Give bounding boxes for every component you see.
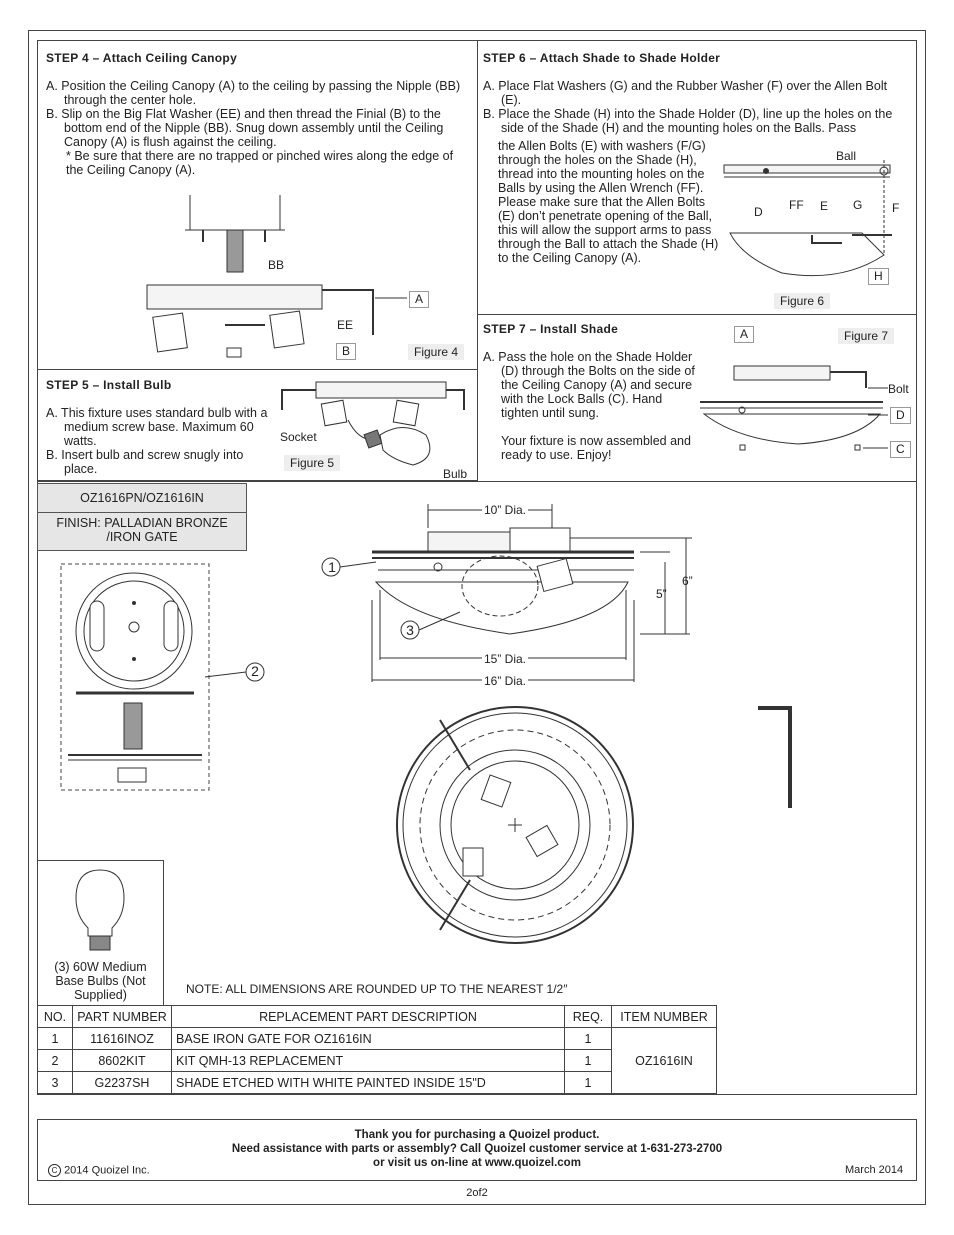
step4-instructions — [46, 79, 466, 177]
step5-title: STEP 5 – Install Bulb — [46, 378, 172, 392]
step6-title: STEP 6 – Attach Shade to Shade Holder — [483, 51, 721, 65]
dim-10-dia: 10” Dia. — [484, 503, 527, 517]
bulb-icon — [70, 866, 130, 956]
step6-label-ff: FF — [789, 198, 804, 212]
footer-line2: Need assistance with parts or assembly? Call Quoizel customer service at 1-631-273-2700 — [231, 1143, 723, 1155]
figure7-label: Figure 7 — [838, 328, 894, 344]
footer-line3: or visit us on-line at www.quoizel.com — [373, 1157, 581, 1169]
bulb-note: (3) 60W Medium Base Bulbs (Not Supplied) — [54, 960, 147, 1002]
figure5-label: Figure 5 — [284, 455, 340, 471]
step6-text-b1: B. Place the Shade (H) into the Shade Holder (D), line up the holes on the side of the Shade (H) and the mounting holes on the Balls. Pass — [483, 107, 893, 135]
row-req: 1 — [565, 1072, 612, 1094]
row-req: 1 — [565, 1028, 612, 1050]
copyright — [48, 1164, 150, 1177]
finish-box: FINISH: PALLADIAN BRONZE /IRON GATE — [37, 512, 247, 551]
page-number: 2of2 — [466, 1187, 488, 1199]
step7-instructions — [483, 350, 697, 462]
dim-16-dia: 16” Dia. — [484, 674, 527, 688]
row-no: 1 — [38, 1028, 73, 1050]
dim-6-height: 6” — [682, 574, 693, 588]
step4-title: STEP 4 – Attach Ceiling Canopy — [46, 51, 238, 65]
row-description: KIT QMH-13 REPLACEMENT — [172, 1050, 565, 1072]
table-header-row — [38, 1006, 717, 1028]
row-part-number: 11616INOZ — [73, 1028, 172, 1050]
step6-instructions-top — [483, 79, 907, 135]
dimension-note: NOTE: ALL DIMENSIONS ARE ROUNDED UP TO THE NEAREST 1/2″ — [186, 982, 568, 996]
header-req: REQ. — [565, 1006, 612, 1028]
callout-1: 1 — [328, 559, 336, 575]
step7-label-c: C — [890, 441, 911, 458]
step7-label-bolt: Bolt — [888, 382, 909, 396]
step5-text-b: B. Insert bulb and screw snugly into place. — [46, 448, 244, 476]
allen-wrench-drawing — [756, 704, 796, 810]
header-description: REPLACEMENT PART DESCRIPTION — [172, 1006, 565, 1028]
step6-label-ball: Ball — [836, 149, 857, 163]
figure6-label: Figure 6 — [774, 293, 830, 309]
step6-label-d: D — [754, 205, 763, 219]
row-description: SHADE ETCHED WITH WHITE PAINTED INSIDE 15"D — [172, 1072, 565, 1094]
row-description: BASE IRON GATE FOR OZ1616IN — [172, 1028, 565, 1050]
table-row — [38, 1028, 717, 1050]
step4-note: * Be sure that there are no trapped or pinched wires along the edge of the Ceiling Canopy (A). — [66, 149, 454, 177]
row-no: 2 — [38, 1050, 73, 1072]
step4-label-ee: EE — [337, 318, 354, 332]
step7-label-a: A — [734, 326, 754, 343]
step5-text-a: A. This fixture uses standard bulb with a medium screw base. Maximum 60 watts. — [46, 406, 268, 448]
header-no: NO. — [38, 1006, 73, 1028]
step6-label-g: G — [853, 198, 863, 212]
header-part-number: PART NUMBER — [73, 1006, 172, 1028]
dim-15-dia: 15” Dia. — [484, 652, 527, 666]
row-no: 3 — [38, 1072, 73, 1094]
header-item-number: ITEM NUMBER — [612, 1006, 717, 1028]
row-part-number: 8602KIT — [73, 1050, 172, 1072]
step4-label-a: A — [409, 291, 429, 308]
step5-label-socket: Socket — [280, 430, 317, 444]
step6-text-b2: the Allen Bolts (E) with washers (F/G) through the holes on the Shade (H), thread into the mounting holes on the Balls by using the Allen Wrench (FF). Please make sure that the Allen Bolts (E) don’t penetrate opening of the Ball, this will allow the support arms to pass through the Ball to attach the Shade (H) to the Ceiling Canopy (A). — [498, 139, 719, 265]
figure7-install-drawing — [698, 360, 888, 460]
step4-text-b: B. Slip on the Big Flat Washer (EE) and then thread the Finial (B) to the bottom end of the Nipple (BB). Snug down assembly until the Ceiling Canopy (A) is flush against the ceiling. — [46, 107, 444, 149]
row-req: 1 — [565, 1050, 612, 1072]
step6-label-f: F — [892, 201, 900, 215]
step4-label-b: B — [336, 343, 356, 360]
step4-label-bb: BB — [268, 258, 285, 272]
callout-2: 2 — [251, 663, 259, 679]
model-number-box: OZ1616PN/OZ1616IN — [37, 483, 247, 513]
step6-text-a: A. Place Flat Washers (G) and the Rubber Washer (F) over the Allen Bolt (E). — [483, 79, 888, 107]
step5-label-bulb: Bulb — [443, 467, 468, 481]
step7-text-a: A. Pass the hole on the Shade Holder (D) through the Bolts on the side of the Ceiling Canopy (A) and secure with the Lock Balls (C). Hand tighten until sung. — [483, 350, 695, 420]
parts-table — [37, 1005, 717, 1094]
step6-label-h: H — [868, 268, 889, 285]
step6-label-e: E — [820, 199, 829, 213]
step4-text-a: A. Position the Ceiling Canopy (A) to the ceiling by passing the Nipple (BB) through the center hole. — [46, 79, 461, 107]
step7-text-done: Your fixture is now assembled and ready to use. Enjoy! — [501, 434, 691, 462]
step7-label-d: D — [890, 407, 911, 424]
part2-mounting-hardware — [60, 563, 210, 791]
fixture-plan-drawing — [380, 700, 650, 955]
row-part-number: G2237SH — [73, 1072, 172, 1094]
footer-message — [37, 1128, 917, 1170]
item-number-cell: OZ1616IN — [612, 1028, 717, 1094]
footer-date: March 2014 — [845, 1164, 904, 1176]
dim-5-height: 5” — [656, 587, 667, 601]
callout-3: 3 — [406, 622, 414, 638]
figure4-label: Figure 4 — [408, 344, 464, 360]
footer-line1: Thank you for purchasing a Quoizel product. — [354, 1129, 600, 1141]
copyright-text: 2014 Quoizel Inc. — [64, 1164, 150, 1177]
step5-instructions — [46, 406, 268, 476]
copyright-icon: C — [48, 1164, 61, 1177]
figure4-canopy-drawing — [135, 190, 395, 365]
step7-title: STEP 7 – Install Shade — [483, 322, 619, 336]
